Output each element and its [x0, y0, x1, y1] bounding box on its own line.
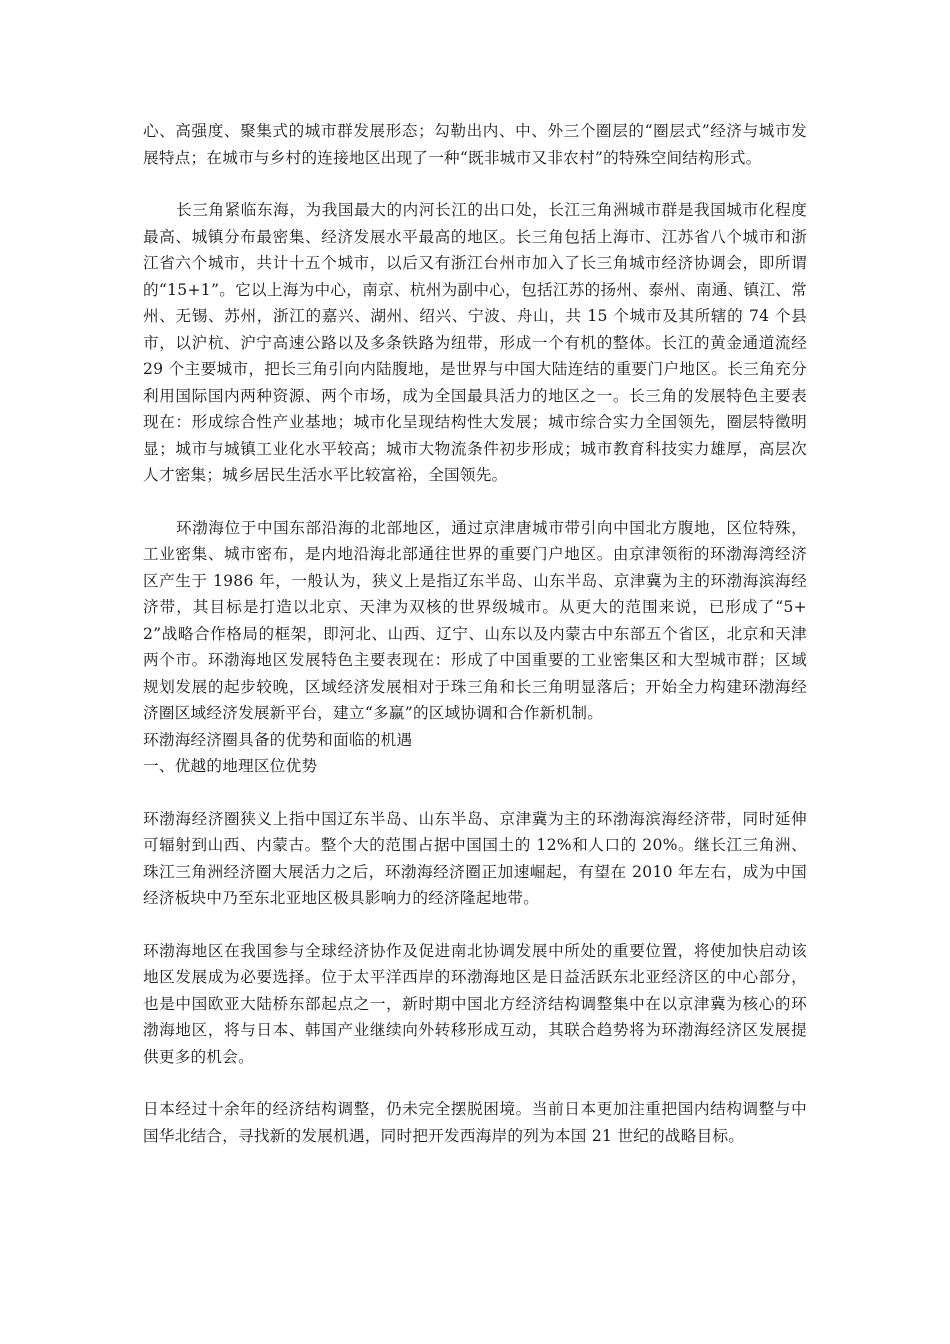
section-title: 环渤海经济圈具备的优势和面临的机遇: [143, 730, 413, 749]
paragraph-yangtze-delta: 长三角紧临东海，为我国最大的内河长江的出口处，长江三角洲城市群是我国城市化程度最高、城镇分布最密集、经济发展水平最高的地区。长三角包括上海市、江苏省八个城市和浙江省六个城市，共计十五个城市，以后又有浙江台州市加入了长三角城市经济协调会，即所谓的“15+1”。它以上海为中心，南京、杭州为副中心，包括江苏的扬州、泰州、南通、镇江、常州、无锡、苏州，浙江的嘉兴、湖州、绍兴、宁波、舟山，共 15 个城市及其所辖的 74 个县市，以沪杭、沪宁高速公路以及多条铁路为纽带，形成一个有机的整体。长江的黄金通道流经 29 个主要城市，把长三角引向内陆腹地，是世界与中国大陆连结的重要门户地区。长三角充分利用国际国内两种资源、两个市场，成为全国最具活力的地区之一。长三角的发展特色主要表现在：形成综合性产业基地；城市化呈现结构性大发展；城市综合实力全国领先，圈层特徵明显；城市与城镇工业化水平较高；城市大物流条件初步形成；城市教育科技实力雄厚，高层次人才密集；城乡居民生活水平比较富裕，全国领先。: [143, 201, 807, 484]
document-body: [143, 118, 807, 1149]
paragraph-position: 环渤海地区在我国参与全球经济协作及促进南北协调发展中所处的重要位置，将使加快启动该地区发展成为必要选择。位于太平洋西岸的环渤海地区是日益活跃东北亚经济区的中心部分，也是中国欧亚大陆桥东部起点之一，新时期中国北方经济结构调整集中在以京津冀为核心的环渤海地区，将与日本、韩国产业继续向外转移形成互动，其联合趋势将为环渤海经济区发展提供更多的机会。: [143, 941, 807, 1066]
subsection-title: 一、优越的地理区位优势: [143, 757, 318, 775]
paragraph-continuation: 心、高强度、聚集式的城市群发展形态；勾勒出内、中、外三个圈层的“圈层式”经济与城市发展特点；在城市与乡村的连接地区出现了一种“既非城市又非农村”的特殊空间结构形式。: [143, 122, 807, 167]
paragraph-geography: 环渤海经济圈狭义上指中国辽东半岛、山东半岛、京津冀为主的环渤海滨海经济带，同时延伸可辐射到山西、内蒙古。整个大的范围占据中国国土的 12%和人口的 20%。继长江三角洲、珠江三角洲经济圈大展活力之后，环渤海经济圈正加速崛起，有望在 2010 年左右，成为中国经济板块中乃至东北亚地区极具影响力的经济隆起地带。: [143, 809, 807, 907]
paragraph-japan: 日本经过十余年的经济结构调整，仍未完全摆脱困境。当前日本更加注重把国内结构调整与中国华北结合，寻找新的发展机遇，同时把开发西海岸的列为本国 21 世纪的战略目标。: [143, 1100, 807, 1145]
paragraph-bohai-rim: 环渤海位于中国东部沿海的北部地区，通过京津唐城市带引向中国北方腹地，区位特殊，工业密集、城市密布，是内地沿海北部通往世界的重要门户地区。由京津领衔的环渤海湾经济区产生于 1986 年，一般认为，狭义上是指辽东半岛、山东半岛、京津冀为主的环渤海滨海经济带，其目标是打造以北京、天津为双核的世界级城市。从更大的范围来说，已形成了“5+2”战略合作格局的框架，即河北、山西、辽宁、山东以及内蒙古中东部五个省区，北京和天津两个市。环渤海地区发展特色主要表现在：形成了中国重要的工业密集区和大型城市群；区域规划发展的起步较晚，区域经济发展相对于珠三角和长三角明显落后；开始全力构建环渤海经济圈区域经济发展新平台，建立“多赢”的区域协调和合作新机制。: [143, 518, 807, 722]
